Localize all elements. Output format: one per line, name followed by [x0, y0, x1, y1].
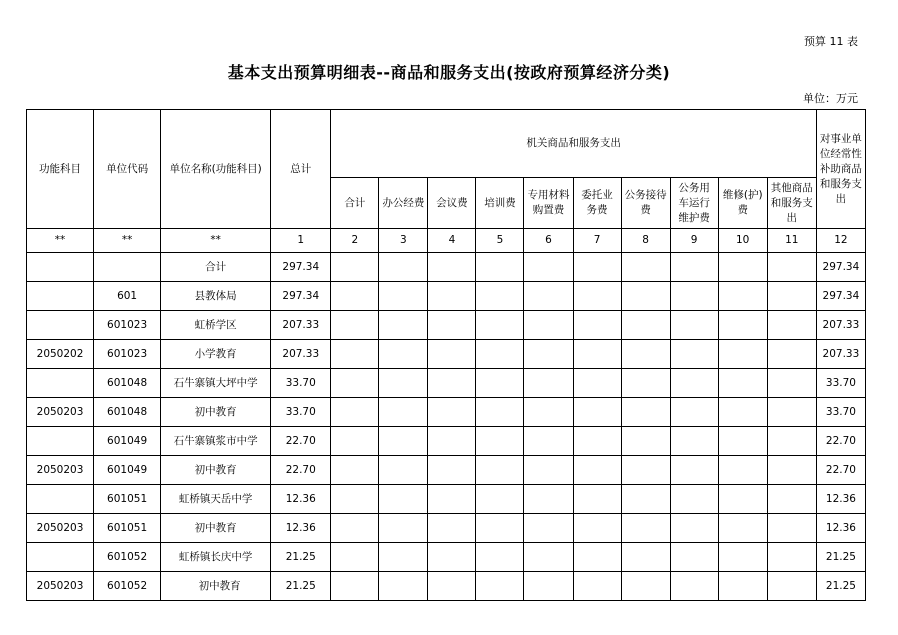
cell-subsidy: 297.34	[816, 282, 865, 311]
cell-empty	[379, 514, 428, 543]
cell-subsidy: 21.25	[816, 543, 865, 572]
cell-empty	[379, 427, 428, 456]
cell-empty	[524, 369, 573, 398]
cell-func-subject: 2050202	[27, 340, 94, 369]
cell-empty	[331, 340, 379, 369]
cell-subsidy: 207.33	[816, 311, 865, 340]
cell-empty	[524, 485, 573, 514]
cell-empty	[670, 311, 718, 340]
cell-empty	[428, 485, 476, 514]
cell-empty	[767, 282, 816, 311]
cell-unit-name: 石牛寨镇浆市中学	[161, 427, 271, 456]
col-number: 8	[621, 229, 670, 253]
cell-unit-name: 虹桥镇天岳中学	[161, 485, 271, 514]
cell-empty	[573, 485, 621, 514]
table-row	[27, 369, 866, 398]
cell-empty	[670, 282, 718, 311]
cell-func-subject: 2050203	[27, 398, 94, 427]
col-number: **	[161, 229, 271, 253]
cell-empty	[718, 572, 767, 601]
cell-empty	[767, 427, 816, 456]
cell-subsidy: 207.33	[816, 340, 865, 369]
cell-func-subject	[27, 282, 94, 311]
cell-empty	[476, 282, 524, 311]
cell-empty	[331, 398, 379, 427]
cell-empty	[379, 543, 428, 572]
cell-total: 21.25	[271, 572, 331, 601]
cell-subsidy: 21.25	[816, 572, 865, 601]
cell-subsidy: 33.70	[816, 369, 865, 398]
cell-empty	[718, 369, 767, 398]
cell-unit-code: 601049	[94, 427, 161, 456]
cell-empty	[476, 369, 524, 398]
cell-func-subject: 2050203	[27, 456, 94, 485]
cell-func-subject	[27, 253, 94, 282]
cell-empty	[670, 253, 718, 282]
cell-total: 33.70	[271, 398, 331, 427]
cell-empty	[718, 456, 767, 485]
cell-empty	[331, 369, 379, 398]
cell-empty	[718, 340, 767, 369]
cell-empty	[767, 369, 816, 398]
cell-empty	[621, 398, 670, 427]
cell-empty	[524, 311, 573, 340]
table-row	[27, 456, 866, 485]
cell-empty	[331, 282, 379, 311]
cell-empty	[331, 514, 379, 543]
cell-unit-name: 虹桥镇长庆中学	[161, 543, 271, 572]
table-row	[27, 282, 866, 311]
unit-label: 单位：万元	[803, 92, 858, 105]
cell-total: 207.33	[271, 340, 331, 369]
cell-empty	[331, 543, 379, 572]
cell-empty	[428, 398, 476, 427]
table-row	[27, 572, 866, 601]
cell-empty	[767, 253, 816, 282]
cell-total: 22.70	[271, 456, 331, 485]
cell-empty	[573, 311, 621, 340]
cell-empty	[718, 514, 767, 543]
cell-empty	[379, 398, 428, 427]
cell-empty	[524, 282, 573, 311]
cell-empty	[670, 572, 718, 601]
cell-empty	[767, 514, 816, 543]
cell-unit-name: 虹桥学区	[161, 311, 271, 340]
table-row	[27, 398, 866, 427]
cell-empty	[331, 427, 379, 456]
col-header-sub: 培训费	[476, 178, 524, 229]
cell-subsidy: 33.70	[816, 398, 865, 427]
cell-unit-name: 小学教育	[161, 340, 271, 369]
cell-empty	[476, 572, 524, 601]
cell-unit-name: 县教体局	[161, 282, 271, 311]
cell-empty	[718, 543, 767, 572]
cell-empty	[379, 456, 428, 485]
cell-unit-name: 初中教育	[161, 398, 271, 427]
cell-empty	[621, 485, 670, 514]
cell-empty	[573, 282, 621, 311]
cell-total: 207.33	[271, 311, 331, 340]
cell-empty	[331, 311, 379, 340]
col-number: 6	[524, 229, 573, 253]
col-header-sub: 其他商品和服务支出	[767, 178, 816, 229]
table-row	[27, 485, 866, 514]
col-number: 5	[476, 229, 524, 253]
cell-func-subject	[27, 543, 94, 572]
cell-unit-code: 601051	[94, 485, 161, 514]
col-number: 3	[379, 229, 428, 253]
cell-empty	[573, 369, 621, 398]
cell-empty	[476, 543, 524, 572]
cell-empty	[621, 456, 670, 485]
cell-empty	[573, 514, 621, 543]
cell-empty	[718, 427, 767, 456]
cell-empty	[428, 543, 476, 572]
table-row	[27, 340, 866, 369]
cell-empty	[670, 369, 718, 398]
cell-empty	[621, 253, 670, 282]
cell-empty	[428, 311, 476, 340]
cell-empty	[621, 311, 670, 340]
cell-empty	[670, 398, 718, 427]
cell-total: 33.70	[271, 369, 331, 398]
cell-empty	[621, 427, 670, 456]
cell-empty	[379, 572, 428, 601]
col-header-group: 机关商品和服务支出	[331, 110, 817, 178]
column-number-row	[27, 229, 866, 253]
cell-empty	[379, 485, 428, 514]
cell-empty	[428, 282, 476, 311]
page-title: 基本支出预算明细表--商品和服务支出(按政府预算经济分类)	[227, 63, 671, 82]
cell-empty	[379, 282, 428, 311]
cell-subsidy: 22.70	[816, 427, 865, 456]
cell-empty	[573, 543, 621, 572]
cell-empty	[428, 369, 476, 398]
cell-unit-code	[94, 253, 161, 282]
table-row	[27, 253, 866, 282]
col-header-sub: 委托业务费	[573, 178, 621, 229]
cell-empty	[428, 456, 476, 485]
cell-func-subject	[27, 311, 94, 340]
cell-empty	[767, 456, 816, 485]
col-header-sub: 办公经费	[379, 178, 428, 229]
cell-empty	[476, 253, 524, 282]
cell-empty	[718, 311, 767, 340]
cell-empty	[767, 340, 816, 369]
cell-empty	[718, 485, 767, 514]
col-header-unit-code: 单位代码	[94, 110, 161, 229]
cell-total: 297.34	[271, 253, 331, 282]
col-header-sub: 维修(护)费	[718, 178, 767, 229]
cell-empty	[573, 456, 621, 485]
cell-func-subject	[27, 427, 94, 456]
cell-func-subject: 2050203	[27, 514, 94, 543]
cell-empty	[621, 369, 670, 398]
col-header-sub: 合计	[331, 178, 379, 229]
cell-empty	[331, 485, 379, 514]
cell-empty	[524, 572, 573, 601]
cell-empty	[767, 398, 816, 427]
col-number: 2	[331, 229, 379, 253]
cell-unit-code: 601	[94, 282, 161, 311]
cell-empty	[767, 485, 816, 514]
cell-empty	[621, 282, 670, 311]
cell-empty	[379, 311, 428, 340]
cell-unit-code: 601048	[94, 398, 161, 427]
cell-empty	[524, 398, 573, 427]
cell-empty	[573, 398, 621, 427]
cell-subsidy: 12.36	[816, 485, 865, 514]
cell-empty	[621, 514, 670, 543]
col-header-func-subject: 功能科目	[27, 110, 94, 229]
cell-empty	[476, 311, 524, 340]
cell-empty	[379, 253, 428, 282]
cell-empty	[331, 456, 379, 485]
table-row	[27, 311, 866, 340]
cell-subsidy: 12.36	[816, 514, 865, 543]
cell-empty	[331, 572, 379, 601]
cell-empty	[670, 485, 718, 514]
cell-empty	[670, 427, 718, 456]
table-row	[27, 427, 866, 456]
cell-empty	[524, 253, 573, 282]
cell-empty	[476, 456, 524, 485]
col-header-sub: 公务用车运行维护费	[670, 178, 718, 229]
cell-unit-name: 初中教育	[161, 514, 271, 543]
cell-empty	[524, 543, 573, 572]
cell-empty	[428, 572, 476, 601]
cell-total: 12.36	[271, 485, 331, 514]
cell-func-subject	[27, 485, 94, 514]
cell-unit-code: 601048	[94, 369, 161, 398]
cell-total: 22.70	[271, 427, 331, 456]
cell-empty	[767, 572, 816, 601]
col-number: 7	[573, 229, 621, 253]
page-label: 预算 11 表	[804, 35, 858, 48]
col-header-sub: 公务接待费	[621, 178, 670, 229]
cell-empty	[621, 340, 670, 369]
cell-empty	[573, 427, 621, 456]
col-number: 4	[428, 229, 476, 253]
col-number: 11	[767, 229, 816, 253]
cell-empty	[670, 340, 718, 369]
col-number: **	[27, 229, 94, 253]
cell-empty	[524, 514, 573, 543]
col-header-sub: 专用材料购置费	[524, 178, 573, 229]
cell-unit-code: 601052	[94, 572, 161, 601]
col-header-total: 总计	[271, 110, 331, 229]
cell-func-subject: 2050203	[27, 572, 94, 601]
cell-empty	[476, 427, 524, 456]
cell-empty	[476, 398, 524, 427]
cell-func-subject	[27, 369, 94, 398]
cell-empty	[428, 253, 476, 282]
cell-empty	[718, 282, 767, 311]
cell-unit-name: 石牛寨镇大坪中学	[161, 369, 271, 398]
cell-empty	[428, 340, 476, 369]
cell-empty	[476, 514, 524, 543]
cell-empty	[476, 485, 524, 514]
cell-unit-code: 601051	[94, 514, 161, 543]
cell-total: 21.25	[271, 543, 331, 572]
cell-empty	[428, 514, 476, 543]
cell-empty	[621, 543, 670, 572]
cell-empty	[379, 369, 428, 398]
cell-unit-name: 初中教育	[161, 572, 271, 601]
cell-unit-name: 初中教育	[161, 456, 271, 485]
budget-table	[26, 109, 866, 601]
col-number: 12	[816, 229, 865, 253]
cell-empty	[573, 253, 621, 282]
col-number: 1	[271, 229, 331, 253]
cell-empty	[670, 543, 718, 572]
col-number: 9	[670, 229, 718, 253]
cell-subsidy: 297.34	[816, 253, 865, 282]
cell-unit-code: 601023	[94, 311, 161, 340]
col-number: **	[94, 229, 161, 253]
col-number: 10	[718, 229, 767, 253]
cell-unit-code: 601023	[94, 340, 161, 369]
cell-empty	[670, 456, 718, 485]
cell-empty	[524, 340, 573, 369]
cell-unit-code: 601052	[94, 543, 161, 572]
cell-empty	[718, 398, 767, 427]
cell-subsidy: 22.70	[816, 456, 865, 485]
cell-empty	[476, 340, 524, 369]
col-header-subsidy: 对事业单位经常性补助商品和服务支出	[816, 110, 865, 229]
cell-empty	[379, 340, 428, 369]
cell-empty	[428, 427, 476, 456]
col-header-sub: 会议费	[428, 178, 476, 229]
cell-total: 12.36	[271, 514, 331, 543]
cell-empty	[718, 253, 767, 282]
cell-empty	[767, 543, 816, 572]
cell-total: 297.34	[271, 282, 331, 311]
cell-empty	[573, 572, 621, 601]
cell-empty	[331, 253, 379, 282]
cell-empty	[621, 572, 670, 601]
cell-empty	[670, 514, 718, 543]
cell-unit-name: 合计	[161, 253, 271, 282]
cell-unit-code: 601049	[94, 456, 161, 485]
cell-empty	[767, 311, 816, 340]
cell-empty	[524, 456, 573, 485]
table-row	[27, 543, 866, 572]
table-row	[27, 514, 866, 543]
header-row	[27, 110, 866, 178]
col-header-unit-name: 单位名称(功能科目)	[161, 110, 271, 229]
cell-empty	[573, 340, 621, 369]
cell-empty	[524, 427, 573, 456]
